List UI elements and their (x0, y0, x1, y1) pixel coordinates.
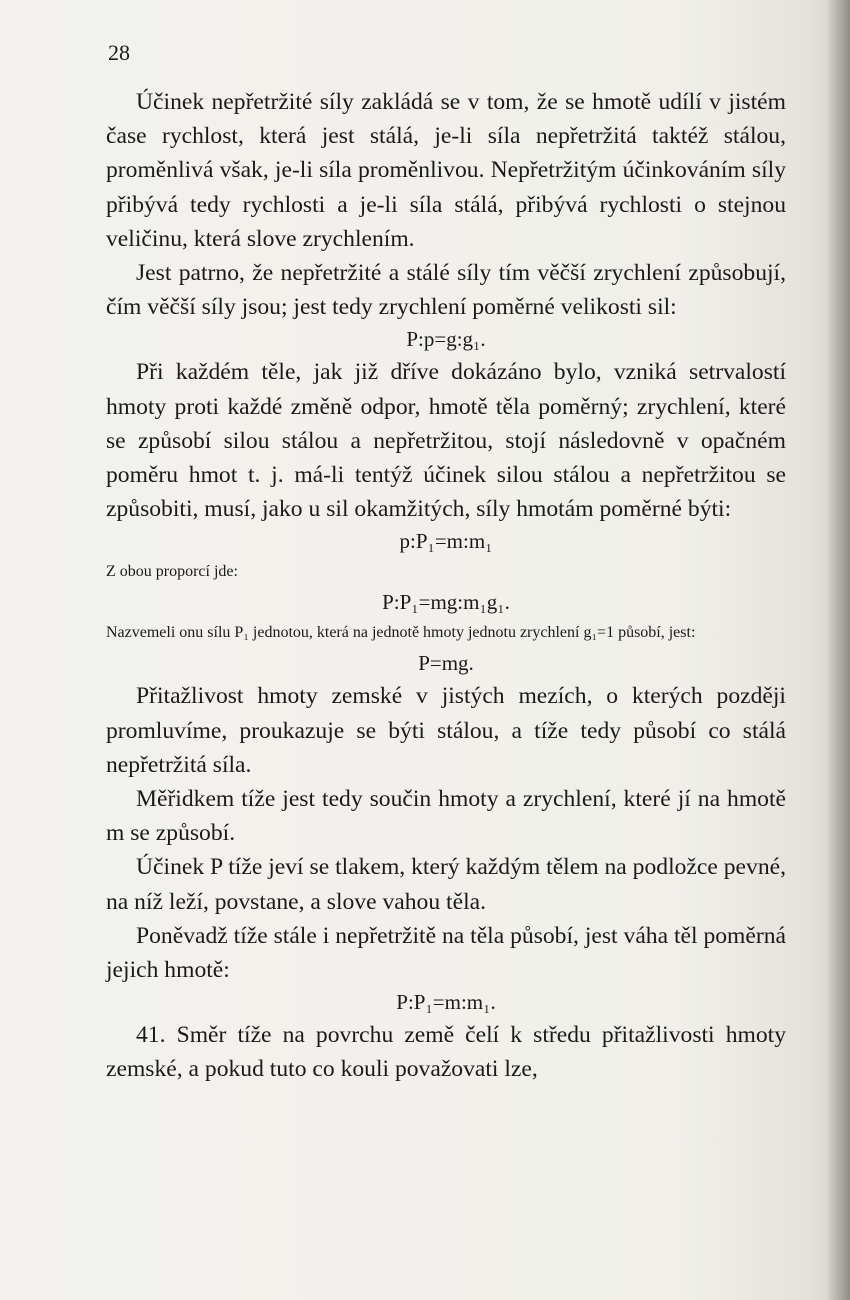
paragraph-1: Účinek nepřetržité síly zakládá se v tom, že se hmotě udílí v jistém čase rychlost, která jest stálá, je-li síla nepřetržitá taktéž stálou, proměnlivá však, je-li síla proměnlivou. Nepřetržitým účinkováním síly přibývá tedy rychlosti a je-li síla stálá, přibývá rychlosti o stejnou veličinu, která slove zrychlením. (106, 89, 786, 252)
paragraph-5: Měřidkem tíže jest tedy součin hmoty a zrychlení, které jí na hmotě m se způsobí. (106, 786, 786, 847)
body-text (106, 85, 786, 1087)
section-number: 41. (136, 1022, 166, 1049)
formula-weight-mass: P:P₁=m:m₁. (396, 990, 496, 1015)
paragraph-6: Účinek P tíže jeví se tlakem, který každým tělem na podložce pevné, na níž leží, povstane, a slove vahou těla. (106, 854, 786, 915)
formula-force-mass: p:P₁=m:m₁ (399, 529, 493, 554)
small-note-2: Nazvemeli onu sílu P₁ jednotou, která na jednotě hmoty jednotu zrychlení g₁=1 působí, jest: (106, 624, 696, 642)
page-edge-shadow (828, 0, 850, 1300)
paragraph-4: Přitažlivost hmoty zemské v jistých mezích, o kterých později promluvíme, proukazuje se býti stálou, a tíže tedy působí co stálá nepřetržitá síla. (106, 683, 786, 778)
formula-combined: P:P₁=mg:m₁g₁. (382, 590, 510, 615)
formula-p-equals-mg: P=mg. (418, 651, 474, 676)
page-number: 28 (108, 40, 130, 65)
paragraph-8-text: Směr tíže na povrchu země čelí k středu přitažlivosti hmoty zemské, a pokud tuto co kouli považovati lze, (106, 1022, 786, 1083)
small-note-1: Z obou proporcí jde: (106, 563, 238, 581)
paragraph-3: Při každém těle, jak již dříve dokázáno bylo, vzniká setrvalostí hmoty proti každé změně odpor, hmotě těla poměrný; zrychlení, které se způsobí silou stálou a nepřetržitou, stojí následovně v opačném poměru hmot t. j. má-li tentýž účinek silou stálou a nepřetržitou se způsobiti, musí, jako u sil okamžitých, síly hmotám poměrné býti: (106, 359, 786, 523)
paragraph-7: Poněvadž tíže stále i nepřetržitě na těla působí, jest váha těl poměrná jejich hmotě: (106, 922, 786, 984)
paragraph-2: Jest patrno, že nepřetržité a stálé síly tím věčší zrychlení způsobují, čím věčší síly jsou; jest tedy zrychlení poměrné velikosti sil: (106, 260, 786, 321)
paragraph-8 (106, 1018, 786, 1086)
formula-force-acceleration: P:p=g:g₁. (406, 327, 486, 352)
